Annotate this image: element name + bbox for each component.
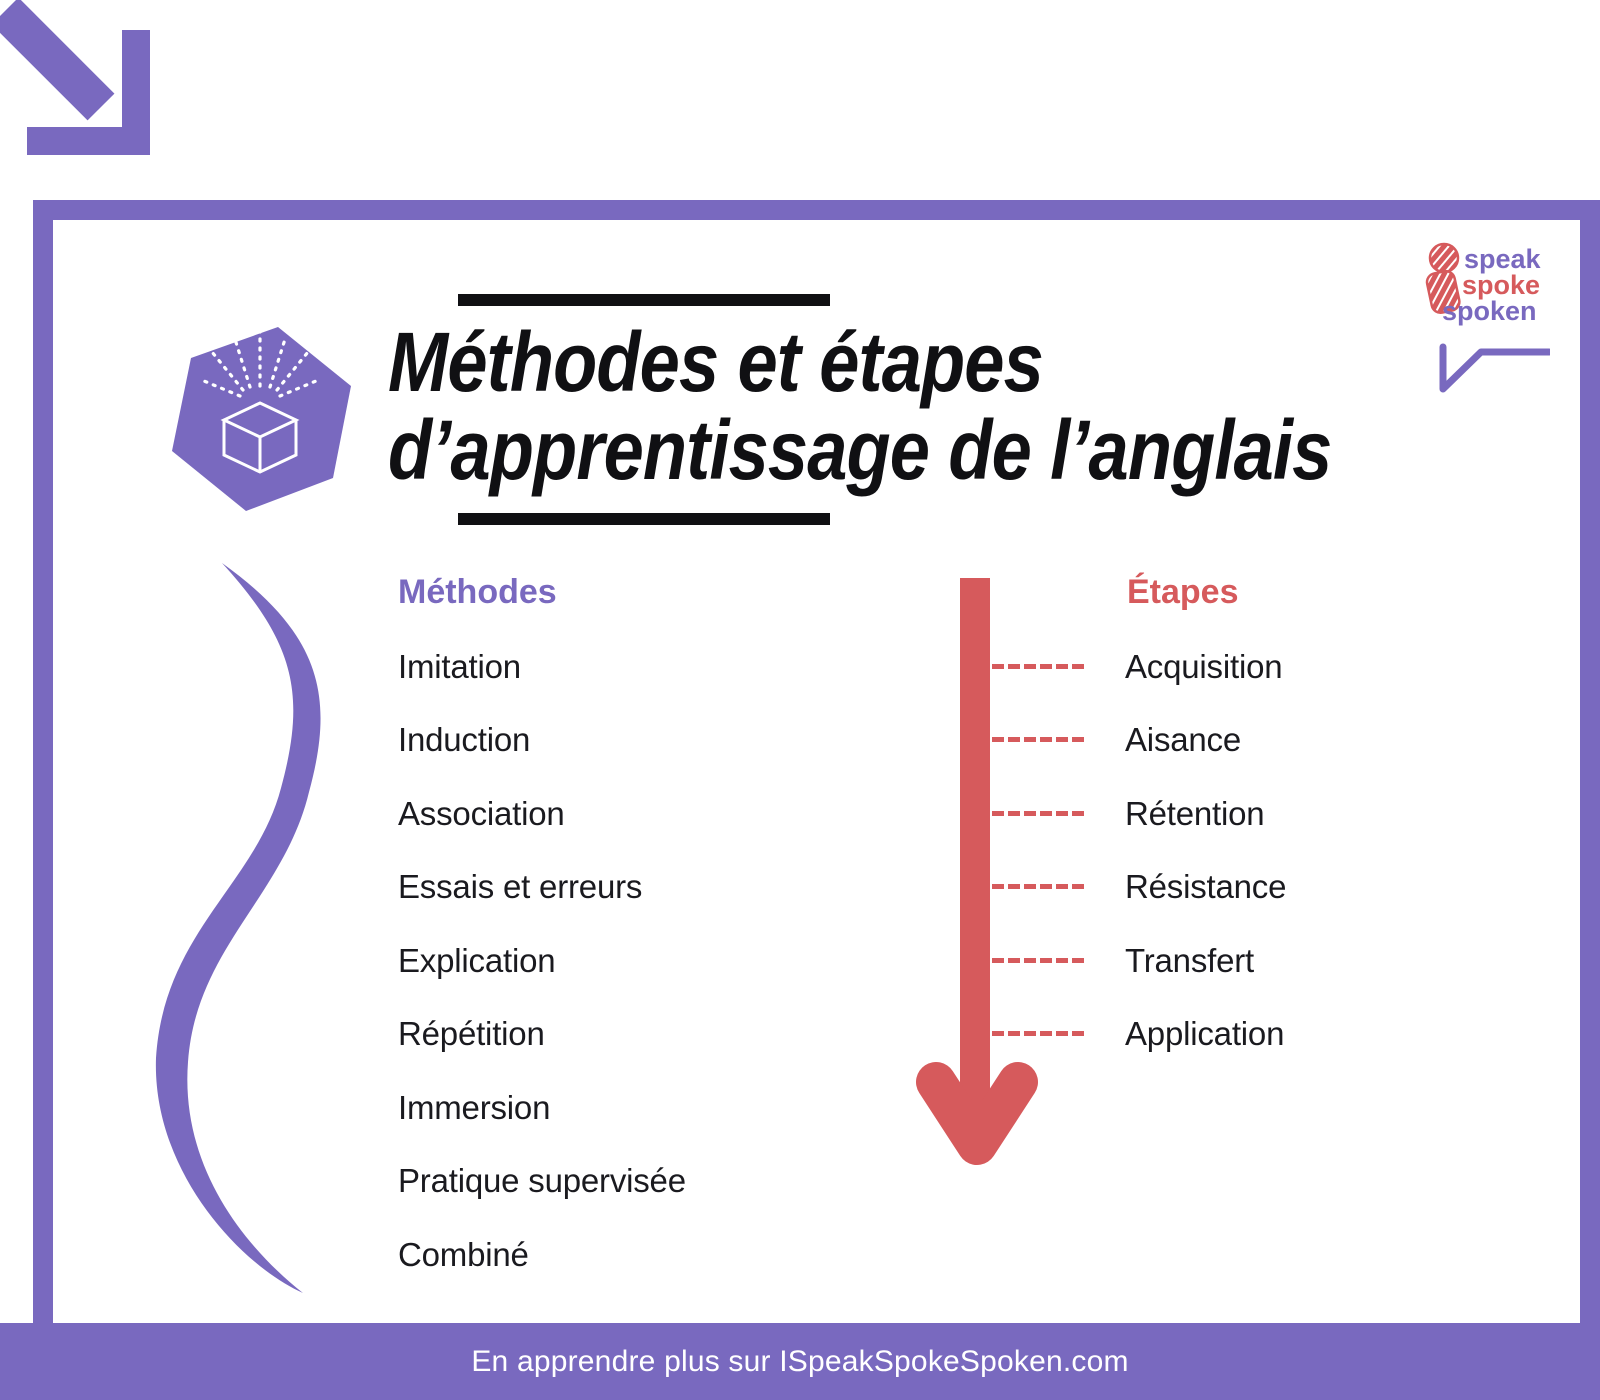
step-item: Rétention (1125, 777, 1286, 851)
page-title (388, 315, 1332, 497)
method-item: Répétition (398, 1015, 545, 1053)
arrow-down-right-icon (0, 0, 160, 165)
page-title-line1: Méthodes et étapes (388, 315, 1043, 409)
step-item: Application (1125, 998, 1286, 1072)
steps-list (1125, 630, 1286, 1071)
logo-word-spoke: spoke (1462, 270, 1541, 300)
down-arrow-icon (900, 555, 1060, 1175)
logo-word-speak: speak (1464, 244, 1541, 274)
footer-text: En apprendre plus sur ISpeakSpokeSpoken.com (471, 1344, 1129, 1378)
methods-list (398, 630, 686, 1292)
swash-curve (140, 550, 340, 1310)
method-item: Pratique supervisée (398, 1162, 686, 1200)
steps-heading: Étapes (1127, 573, 1239, 611)
method-item: Essais et erreurs (398, 868, 643, 906)
page-title-line2: d’apprentissage de l’anglais (388, 403, 1332, 497)
step-item: Acquisition (1125, 630, 1286, 704)
title-rule-top (458, 294, 830, 306)
hexagon-cube-sparkle-icon (160, 315, 365, 520)
method-item: Combiné (398, 1235, 529, 1273)
method-item: Association (398, 794, 565, 832)
footer-band (0, 1323, 1600, 1400)
step-item: Transfert (1125, 924, 1286, 998)
step-item: Aisance (1125, 704, 1286, 778)
method-item: Explication (398, 941, 556, 979)
methods-heading: Méthodes (398, 573, 557, 611)
method-item: Imitation (398, 647, 521, 685)
method-item: Induction (398, 721, 531, 759)
logo-word-spoken: spoken (1442, 296, 1537, 326)
speech-bubble-tail-icon (1436, 342, 1550, 396)
step-item: Résistance (1125, 851, 1286, 925)
title-rule-bottom (458, 513, 830, 525)
method-item: Immersion (398, 1088, 551, 1126)
